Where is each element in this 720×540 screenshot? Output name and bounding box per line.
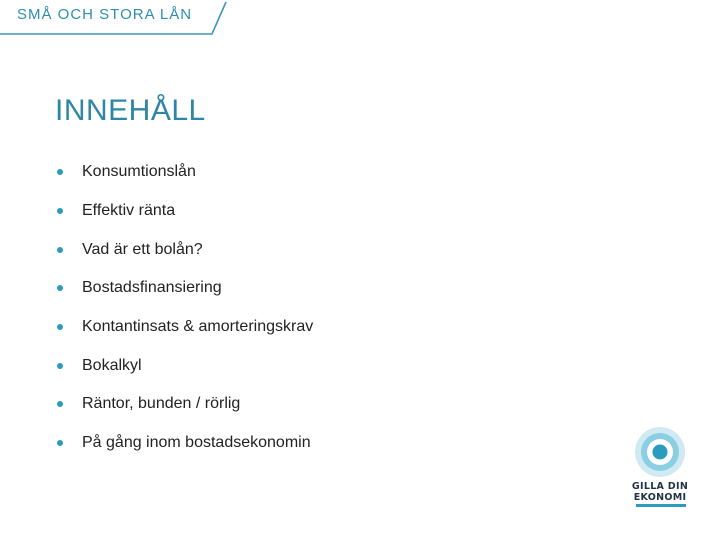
list-item xyxy=(55,269,313,308)
list-item xyxy=(55,385,313,424)
list-item xyxy=(55,424,313,463)
bullet-icon xyxy=(57,208,63,214)
list-item xyxy=(55,153,313,192)
page-title: INNEHÅLL xyxy=(55,94,206,127)
brand-logo xyxy=(630,426,690,510)
bullet-icon xyxy=(57,363,63,369)
table-of-contents xyxy=(55,153,313,463)
list-item-label: Vad är ett bolån? xyxy=(82,240,203,258)
list-item-label: Effektiv ränta xyxy=(82,202,176,220)
bullet-icon xyxy=(57,401,63,407)
bullet-icon xyxy=(57,324,63,330)
list-item-label: Bostadsfinansiering xyxy=(82,279,222,297)
list-item-label: På gång inom bostadsekonomin xyxy=(82,434,311,452)
list-item-label: Bokalkyl xyxy=(82,356,142,374)
list-item-label: Räntor, bunden / rörlig xyxy=(82,395,241,413)
logo-text-line1: GILLA DIN xyxy=(631,481,689,492)
logo-text-line2: EKONOMI xyxy=(633,492,687,503)
bullet-icon xyxy=(57,247,63,253)
list-item-label: Konsumtionslån xyxy=(82,163,196,181)
bullet-icon xyxy=(57,169,63,175)
list-item xyxy=(55,192,313,231)
logo-underline xyxy=(636,504,686,507)
list-item xyxy=(55,230,313,269)
section-label: SMÅ OCH STORA LÅN xyxy=(17,6,193,23)
list-item xyxy=(55,346,313,385)
list-item-label: Kontantinsats & amorteringskrav xyxy=(82,318,314,336)
bullet-icon xyxy=(57,285,63,291)
list-item xyxy=(55,308,313,347)
concentric-circles-logo-icon xyxy=(634,426,686,478)
bullet-icon xyxy=(57,440,63,446)
